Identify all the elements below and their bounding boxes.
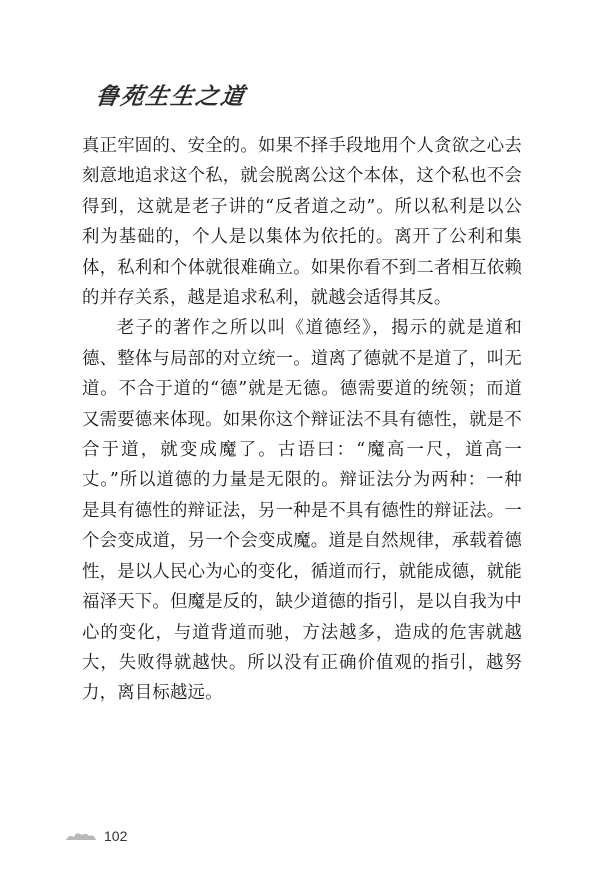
running-header-title: 鲁苑生生之道 <box>93 83 248 110</box>
page-number: 102 <box>104 828 128 844</box>
body-text <box>82 131 522 709</box>
page-footer <box>64 828 127 844</box>
cloud-ornament-icon <box>64 830 98 842</box>
paragraph: 真正牢固的、安全的。如果不择手段地用个人贪欲之心去刻意地追求这个私，就会脱离公这个本体，这个私也不会得到，这就是老子讲的“反者道之动”。所以私利是以公利为基础的，个人是以集体为依托的。离开了公利和集体，私利和个体就很难确立。如果你看不到二者相互依赖的并存关系，越是追求私利，就越会适得其反。 <box>82 136 522 309</box>
paragraph: 老子的著作之所以叫《道德经》，揭示的就是道和德、整体与局部的对立统一。道离了德就不是道了，叫无道。不合于道的“德”就是无德。德需要道的统领；而道又需要德来体现。如果你这个辩证法不具有德性，就是不合于道，就变成魔了。古语曰：“魔高一尺，道高一丈。”所以道德的力量是无限的。辩证法分为两种：一种是具有德性的辩证法，另一种是不具有德性的辩证法。一个会变成道，另一个会变成魔。道是自然规律，承载着德性，是以人民心为心的变化，循道而行，就能成德，就能福泽天下。但魔是反的，缺少道德的指引，是以自我为中心的变化，与道背道而驰，方法越多，造成的危害就越大，失败得就越快。所以没有正确价值观的指引，越努力，离目标越远。 <box>82 318 522 704</box>
